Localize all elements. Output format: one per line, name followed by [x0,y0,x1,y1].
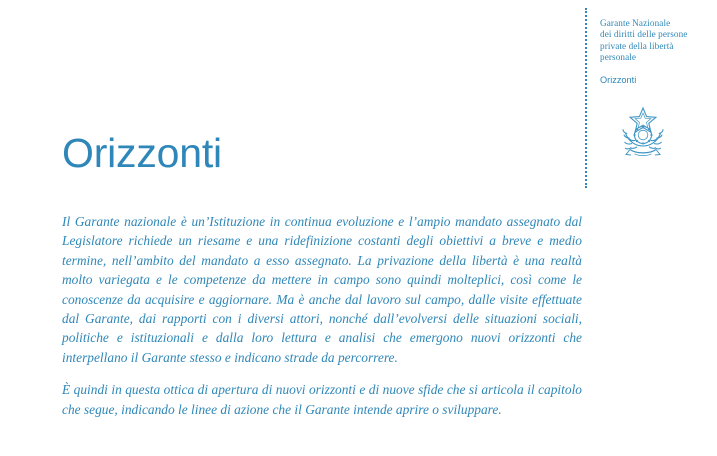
organization-line-3: private della libertà [600,40,674,51]
body-paragraph-1: Il Garante nazionale è un’Istituzione in continua evoluzione e l’ampio mandato assegnato dal Legislatore richiede un riesame e una ridefinizione costanti degli obiettivi a breve e medio termine, nell’ambito del mandato a esso assegnato. La privazione della libertà è una realtà molto variegata e le competenze da mettere in campo sono quindi molteplici, così come le conoscenze da acquisire e aggiornare. Ma è anche dal lavoro sul campo, dalle visite effettuate dal Garante, dai rapporti con i diversi attori, nonché dall’evolversi delle situazioni sociali, politiche e istituzionali e dalla loro lettura e analisi che emergono nuovi orizzonti che interpellano il Garante stesso e indicano strade da percorrere. [62,214,582,365]
header-section-label: Orizzonti [600,74,637,85]
organization-name [600,18,717,64]
page-title: Orizzonti [62,130,222,176]
organization-line-2: dei diritti delle persone [600,29,688,40]
body-paragraph-2: È quindi in questa ottica di apertura di nuovi orizzonti e di nuove sfide che si articola il capitolo che segue, indicando le linee di azione che il Garante intende aprire o sviluppare. [62,382,582,417]
organization-line-1: Garante Nazionale [600,18,671,28]
header-content [589,0,717,196]
body-text [62,212,582,419]
organization-line-4: personale [600,52,637,63]
page-header [585,0,717,196]
emblem-of-italy-icon [610,102,676,176]
